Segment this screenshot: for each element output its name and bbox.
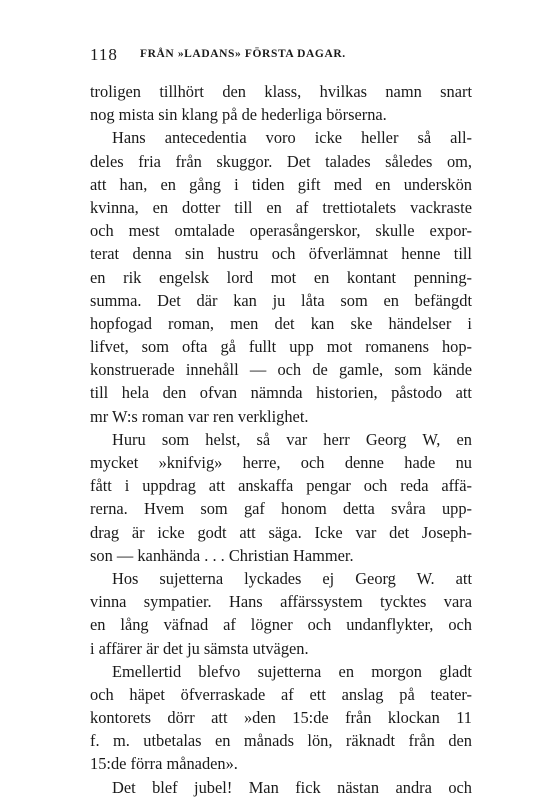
text-line: vinna sympatier. Hans affärssystem tycktes vara <box>90 592 472 612</box>
body-text <box>90 80 472 799</box>
text-line: konstruerade innehåll — och de gamle, som kände <box>90 360 472 380</box>
text-line: 15:de förra månaden». <box>90 754 238 774</box>
text-line: troligen tillhört den klass, hvilkas namn snart <box>90 82 472 101</box>
text-line: hopfogad roman, men det kan ske händelser i <box>90 313 472 333</box>
text-line: en rik engelsk lord mot en kontant penning- <box>90 267 472 287</box>
text-line: i affärer är det ju sämsta utvägen. <box>90 638 309 658</box>
text-line: Hos sujetterna lyckades ej Georg W. att <box>112 568 472 588</box>
text-line: nog mista sin klang på de hederliga börserna. <box>90 105 387 125</box>
text-line: deles fria från skuggor. Det talades således om, <box>90 151 472 171</box>
text-line: kvinna, en dotter till en af trettiotalets vackraste <box>90 197 472 217</box>
text-line: Emellertid blefvo sujetterna en morgon gladt <box>112 661 472 681</box>
text-line: att han, en gång i tiden gift med en underskön <box>90 174 472 194</box>
text-line: fått i uppdrag att anskaffa pengar och reda affä- <box>90 476 472 496</box>
text-line: till hela den ofvan nämnda historien, påstodo att <box>90 383 472 403</box>
text-line: son — kanhända . . . Christian Hammer. <box>90 545 354 565</box>
text-line: kontorets dörr att »den 15:de från klockan 11 <box>90 708 472 728</box>
text-line: och mest omtalade operasångerskor, skulle expor- <box>90 221 472 241</box>
text-line: lifvet, som ofta gå fullt upp mot romanens hop- <box>90 337 472 357</box>
page-header <box>90 45 470 67</box>
page-number: 118 <box>90 45 118 64</box>
text-line: f. m. utbetalas en månads lön, räknadt från den <box>90 731 472 751</box>
text-line: mycket »knifvig» herre, och denne hade nu <box>90 453 472 472</box>
text-line: en lång väfnad af lögner och undanflykter, och <box>90 615 472 635</box>
running-head: FRÅN »LADANS» FÖRSTA DAGAR. <box>140 48 346 60</box>
text-line: och häpet öfverraskade af ett anslag på teater- <box>90 684 472 704</box>
text-line: Det blef jubel! Man fick nästan andra och <box>112 777 472 797</box>
text-line: drag är icke godt att säga. Icke var det Joseph- <box>90 522 472 542</box>
text-line: Huru som helst, så var herr Georg W, en <box>112 429 472 449</box>
text-line: Hans antecedentia voro icke heller så all- <box>112 128 472 148</box>
text-line: mr W:s roman var ren verklighet. <box>90 406 309 426</box>
text-line: rerna. Hvem som gaf honom detta svåra upp- <box>90 499 472 519</box>
text-line: terat denna sin hustru och öfverlämnat henne till <box>90 244 472 264</box>
text-line: summa. Det där kan ju låta som en befängdt <box>90 290 472 310</box>
